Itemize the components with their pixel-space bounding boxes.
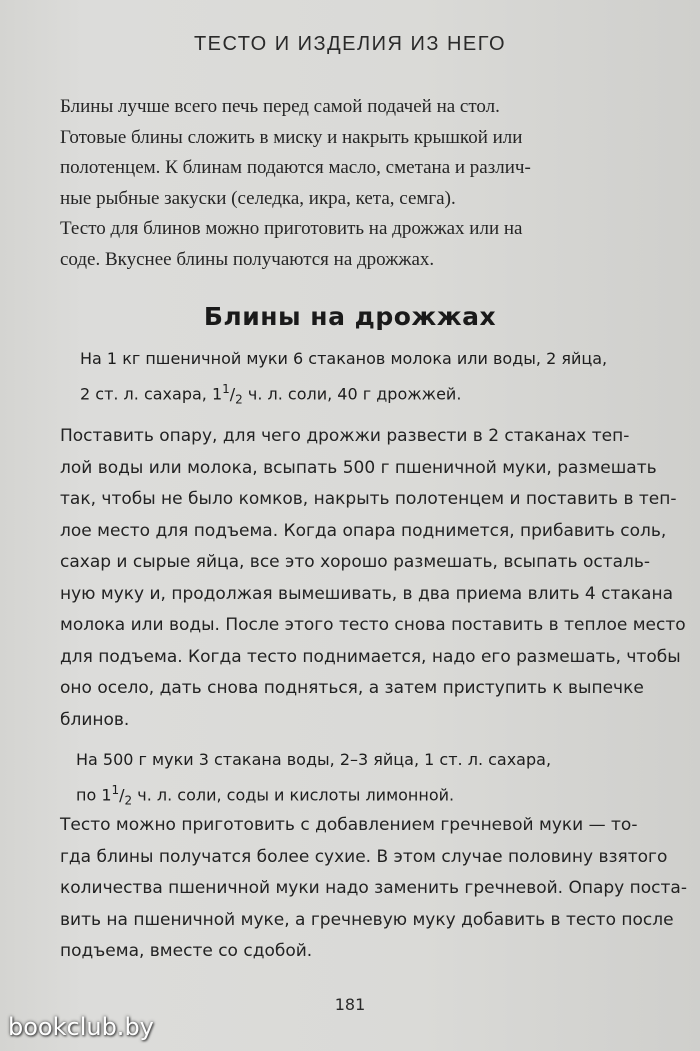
watermark: bookclub.by [8, 1013, 154, 1041]
fraction-numerator: 1 [111, 783, 120, 797]
method-line: оно осело, дать снова подняться, а затем приступить к выпечке [60, 678, 644, 698]
intro-text [60, 92, 660, 275]
intro-line: Готовые блины сложить в миску и накрыть крышкой или [60, 126, 523, 148]
intro-line: полотенцем. К блинам подаются масло, сметана и различ- [60, 157, 531, 178]
method-line: блинов. [60, 709, 130, 730]
method-line: сахар и сырые яйца, все это хорошо размешать, всыпать осталь- [60, 552, 651, 572]
ingredients-text: по 1 [76, 785, 112, 805]
method-text-2 [60, 810, 687, 968]
intro-line: ные рыбные закуски (селедка, икра, кета, семга). [60, 187, 456, 209]
fraction-denominator: 2 [235, 392, 243, 407]
ingredients-block-1 [80, 344, 660, 415]
method-line: подъема, вместе со сдобой. [60, 941, 313, 961]
ingredients-line: На 500 г муки 3 стакана воды, 2–3 яйца, 1 ст. л. сахара, [76, 750, 552, 769]
ingredients-line: 2 ст. л. сахара, $1^1/_2$ ч. л. соли, 40 г дрожжей. [80, 382, 462, 407]
method-line: лой воды или молока, всыпать 500 г пшеничной муки, размешать [60, 457, 657, 478]
recipe-title: Блины на дрожжах [203, 302, 497, 331]
ingredients-block-2 [76, 745, 656, 816]
ingredients-text: ч. л. соли, соды и кислоты лимонной. [132, 785, 455, 805]
ingredients-text: 2 ст. л. сахара, 1 [80, 384, 223, 404]
page-number: 181 [334, 995, 366, 1014]
method-line: молока или воды. После этого тесто снова поставить в теплое место [60, 615, 686, 635]
ingredients-line: На 1 кг пшеничной муки 6 стаканов молока или воды, 2 яйца, [80, 349, 608, 368]
method-line: Тесто можно приготовить с добавлением гречневой муки — то- [60, 815, 638, 835]
ingredients-text: ч. л. соли, 40 г дрожжей. [242, 384, 462, 404]
method-line: гда блины получатся более сухие. В этом случае половину взятого [60, 846, 668, 867]
method-line: вить на пшеничной муке, а гречневую муку добавить в тесто после [60, 909, 674, 930]
intro-line: Блины лучше всего печь перед самой подачей на стол. [60, 96, 500, 117]
method-line: количества пшеничной муки надо заменить гречневой. Опару поста- [60, 878, 687, 898]
method-line: лое место для подъема. Когда опара поднимется, прибавить соль, [60, 520, 667, 541]
fraction-numerator: 1 [222, 382, 230, 396]
method-text-1 [60, 421, 686, 736]
fraction-denominator: 2 [124, 793, 133, 808]
method-line: Поставить опару, для чего дрожжи развести в 2 стаканах теп- [60, 426, 630, 446]
method-line: так, чтобы не было комков, накрыть полотенцем и поставить в теп- [60, 489, 677, 509]
intro-line: Тесто для блинов можно приготовить на дрожжах или на [60, 218, 523, 239]
running-head: ТЕСТО И ИЗДЕЛИЯ ИЗ НЕГО [193, 33, 507, 55]
method-line: ную муку и, продолжая вымешивать, в два приема влить 4 стакана [60, 583, 673, 604]
ingredients-line: по $1^1/_2$ ч. л. соли, соды и кислоты лимонной. [76, 783, 455, 808]
method-line: для подъема. Когда тесто поднимается, надо его размешать, чтобы [60, 646, 681, 667]
intro-line: соде. Вкуснее блины получаются на дрожжах. [60, 248, 435, 270]
